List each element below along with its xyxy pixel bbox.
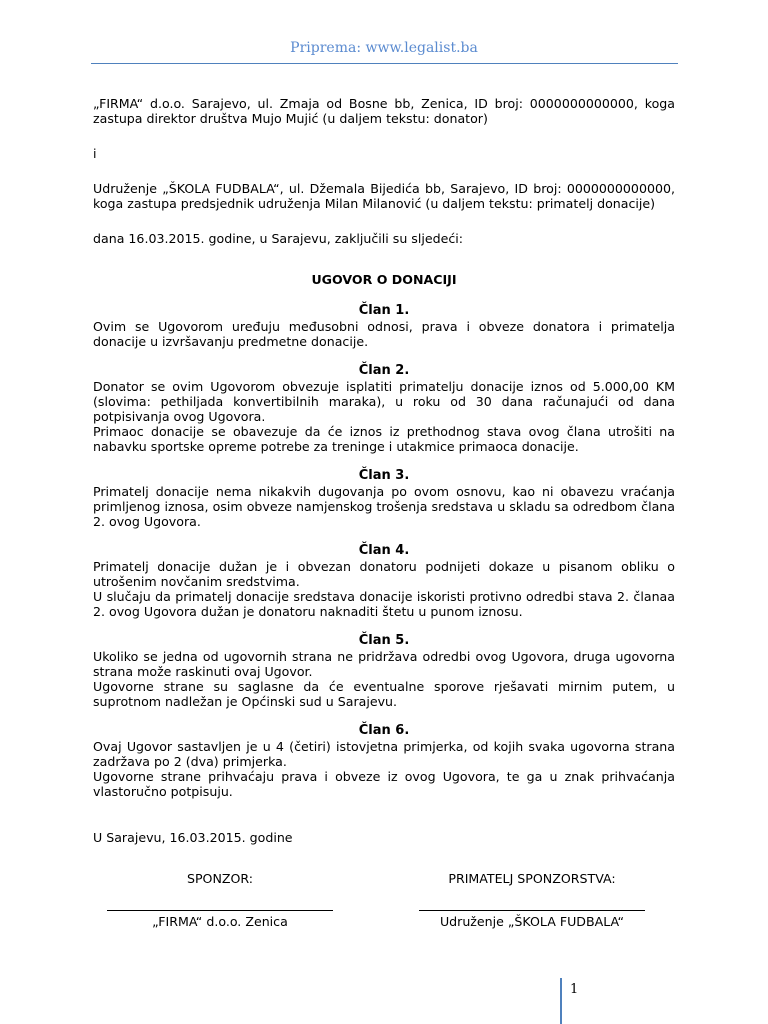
document-body [93, 96, 675, 845]
article-paragraph: Primatelj donacije dužan je i obvezan donatoru podnijeti dokaze u pisanom obliku o utrošenim novčanim sredstvima. [93, 559, 675, 589]
article-heading: Član 3. [358, 468, 410, 483]
article-paragraph: U slučaju da primatelj donacije sredstava donacije iskoristi protivno odredbi stava 2. članaa 2. ovog Ugovora dužan je donatoru naknaditi štetu u punom iznosu. [93, 589, 675, 619]
article-paragraph: Ugovorne strane prihvaćaju prava i obveze iz ovog Ugovora, te ga u znak prihvaćanja vlastoručno potpisuju. [93, 769, 675, 799]
document-title: UGOVOR O DONACIJI [311, 272, 457, 287]
donor-party: „FIRMA“ d.o.o. Sarajevo, ul. Zmaja od Bosne bb, Zenica, ID broj: 0000000000000, koga zastupa direktor društva Mujo Mujić (u daljem tekstu: donator) [93, 96, 675, 126]
article-paragraph: Primaoc donacije se obavezuje da će iznos iz prethodnog stava ovog člana utrošiti na nabavku sportske opreme potrebe za treninge i utakmice primaoca donacije. [93, 424, 675, 454]
article-heading: Član 1. [358, 303, 410, 318]
article-heading: Član 5. [358, 633, 410, 648]
article-heading: Član 4. [358, 543, 410, 558]
article-paragraph: Ukoliko se jedna od ugovornih strana ne pridržava odredbi ovog Ugovora, druga ugovorna strana može raskinuti ovaj Ugovor. [93, 649, 675, 679]
article-paragraph: Donator se ovim Ugovorom obvezuje isplatiti primatelju donacije iznos od 5.000,00 KM (slovima: pethiljada konvertibilnih maraka), u roku od 30 dana računajući od dana potpisivanja ovog Ugovora. [93, 379, 675, 424]
sponsor-role: SPONZOR: [186, 871, 254, 886]
article-paragraph: Ugovorne strane su saglasne da će eventualne sporove rješavati mirnim putem, u suprotnom nadležan je Općinski sud u Sarajevu. [93, 679, 675, 709]
article-paragraph: Ovaj Ugovor sastavljen je u 4 (četiri) istovjetna primjerka, od kojih svaka ugovorna strana zadržava po 2 (dva) primjerka. [93, 739, 675, 769]
sponsor-name: „FIRMA“ d.o.o. Zenica [152, 914, 288, 929]
article-heading: Član 2. [358, 363, 410, 378]
and-conjunction: i [93, 146, 97, 161]
article-paragraph: Primatelj donacije nema nikakvih dugovanja po ovom osnovu, kao ni obavezu vraćanja primljenog iznosa, osim obveze namjenskog trošenja sredstava u skladu sa odredbom člana 2. ovog Ugovora. [93, 484, 675, 529]
page-number-bar [560, 978, 562, 1024]
recipient-role: PRIMATELJ SPONZORSTVA: [448, 871, 616, 886]
recipient-party: Udruženje „ŠKOLA FUDBALA“, ul. Džemala Bijedića bb, Sarajevo, ID broj: 0000000000000, koga zastupa predsjednik udruženja Milan Milanović (u daljem tekstu: primatelj donacije) [93, 181, 675, 211]
article-heading: Član 6. [358, 723, 410, 738]
date-line: dana 16.03.2015. godine, u Sarajevu, zaključili su sljedeći: [93, 231, 464, 246]
recipient-name: Udruženje „ŠKOLA FUDBALA“ [439, 914, 625, 929]
page-header: Priprema: www.legalist.ba [290, 40, 478, 56]
header-rule [91, 63, 678, 64]
page-number: 1 [570, 982, 579, 997]
sponsor-signature-line [107, 910, 333, 911]
recipient-signature-line [419, 910, 645, 911]
article-paragraph: Ovim se Ugovorom uređuju međusobni odnosi, prava i obveze donatora i primatelja donacije u izvršavanju predmetne donacije. [93, 319, 675, 349]
closing-place-date: U Sarajevu, 16.03.2015. godine [93, 830, 293, 845]
